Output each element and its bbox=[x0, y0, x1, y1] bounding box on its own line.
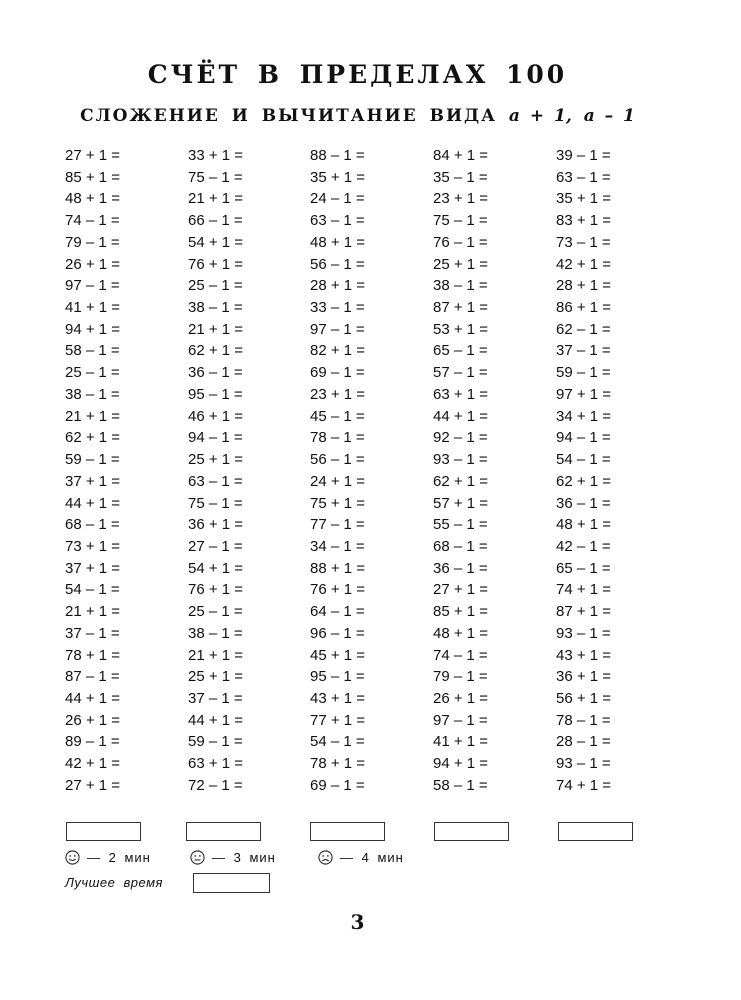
exercise-item: 63 – 1 = bbox=[310, 212, 365, 230]
exercise-item: 27 – 1 = bbox=[188, 537, 243, 555]
legend-text-3min: — 3 мин bbox=[212, 850, 276, 865]
exercise-item: 62 + 1 = bbox=[556, 472, 612, 490]
subtitle-formula-sub: a – 1 bbox=[583, 106, 635, 126]
exercise-item: 38 – 1 = bbox=[188, 299, 243, 317]
exercise-item: 56 + 1 = bbox=[556, 689, 612, 707]
exercise-item: 34 + 1 = bbox=[556, 407, 612, 425]
exercise-item: 94 + 1 = bbox=[65, 320, 121, 338]
exercise-item: 86 + 1 = bbox=[556, 299, 612, 317]
exercise-item: 74 – 1 = bbox=[65, 212, 120, 230]
exercise-item: 28 + 1 = bbox=[556, 277, 612, 295]
exercise-item: 88 + 1 = bbox=[310, 559, 366, 577]
exercise-item: 57 + 1 = bbox=[433, 494, 489, 512]
exercise-item: 53 + 1 = bbox=[433, 320, 489, 338]
exercise-item: 63 + 1 = bbox=[433, 385, 489, 403]
exercise-item: 44 + 1 = bbox=[65, 494, 121, 512]
exercise-item: 62 + 1 = bbox=[65, 429, 121, 447]
exercise-item: 94 – 1 = bbox=[556, 429, 611, 447]
exercise-item: 65 – 1 = bbox=[556, 559, 611, 577]
exercise-item: 89 – 1 = bbox=[65, 733, 120, 751]
exercise-item: 54 – 1 = bbox=[310, 733, 365, 751]
exercise-item: 95 – 1 = bbox=[188, 385, 243, 403]
best-time-box[interactable] bbox=[193, 873, 270, 893]
exercise-item: 26 + 1 = bbox=[65, 255, 121, 273]
exercise-column-1 bbox=[65, 145, 175, 797]
exercise-item: 36 + 1 = bbox=[188, 516, 244, 534]
exercise-item: 43 + 1 = bbox=[310, 689, 366, 707]
exercise-item: 74 + 1 = bbox=[556, 581, 612, 599]
exercise-column-4 bbox=[433, 145, 543, 797]
exercise-item: 85 + 1 = bbox=[65, 168, 121, 186]
exercise-item: 38 – 1 = bbox=[65, 385, 120, 403]
exercise-item: 75 + 1 = bbox=[310, 494, 366, 512]
legend-text-4min: — 4 мин bbox=[340, 850, 404, 865]
exercise-item: 33 + 1 = bbox=[188, 147, 244, 164]
exercise-item: 35 + 1 = bbox=[556, 190, 612, 208]
exercise-item: 77 – 1 = bbox=[310, 516, 365, 534]
exercise-item: 43 + 1 = bbox=[556, 646, 612, 664]
best-time-label: Лучшее время bbox=[65, 875, 163, 890]
exercise-item: 37 – 1 = bbox=[65, 624, 120, 642]
exercise-item: 26 + 1 = bbox=[433, 689, 489, 707]
exercise-item: 58 – 1 = bbox=[65, 342, 120, 360]
sad-face-icon bbox=[318, 850, 333, 865]
exercise-item: 42 – 1 = bbox=[556, 537, 611, 555]
time-box-4[interactable] bbox=[434, 822, 509, 841]
legend-text-2min: — 2 мин bbox=[87, 850, 151, 865]
exercise-item: 87 + 1 = bbox=[556, 603, 612, 621]
exercise-item: 37 + 1 = bbox=[65, 559, 121, 577]
time-box-5[interactable] bbox=[558, 822, 633, 841]
exercise-item: 75 – 1 = bbox=[433, 212, 488, 230]
exercise-item: 84 + 1 = bbox=[433, 147, 489, 164]
exercise-item: 76 + 1 = bbox=[310, 581, 366, 599]
exercise-item: 73 – 1 = bbox=[556, 233, 611, 251]
exercise-item: 73 + 1 = bbox=[65, 537, 121, 555]
exercise-item: 68 – 1 = bbox=[65, 516, 120, 534]
exercise-item: 26 + 1 = bbox=[65, 711, 121, 729]
legend-item-2min bbox=[65, 850, 151, 865]
legend-item-3min bbox=[190, 850, 276, 865]
exercise-item: 46 + 1 = bbox=[188, 407, 244, 425]
exercise-item: 48 + 1 = bbox=[310, 233, 366, 251]
exercise-item: 88 – 1 = bbox=[310, 147, 365, 164]
exercise-item: 96 – 1 = bbox=[310, 624, 365, 642]
exercise-item: 76 + 1 = bbox=[188, 255, 244, 273]
exercise-item: 69 – 1 = bbox=[310, 364, 365, 382]
exercise-item: 27 + 1 = bbox=[65, 776, 121, 794]
exercise-item: 66 – 1 = bbox=[188, 212, 243, 230]
exercise-item: 23 + 1 = bbox=[433, 190, 489, 208]
exercise-item: 63 – 1 = bbox=[188, 472, 243, 490]
exercise-item: 93 – 1 = bbox=[556, 624, 611, 642]
exercise-column-3 bbox=[310, 145, 420, 797]
exercise-item: 76 – 1 = bbox=[433, 233, 488, 251]
exercise-item: 63 + 1 = bbox=[188, 755, 244, 773]
exercise-item: 59 – 1 = bbox=[188, 733, 243, 751]
exercise-item: 79 – 1 = bbox=[433, 668, 488, 686]
exercise-item: 23 + 1 = bbox=[310, 385, 366, 403]
exercise-item: 83 + 1 = bbox=[556, 212, 612, 230]
exercise-item: 54 + 1 = bbox=[188, 559, 244, 577]
exercise-item: 25 + 1 = bbox=[433, 255, 489, 273]
exercise-column-5 bbox=[556, 145, 666, 797]
exercise-item: 41 + 1 = bbox=[433, 733, 489, 751]
exercise-item: 25 – 1 = bbox=[65, 364, 120, 382]
exercise-item: 64 – 1 = bbox=[310, 603, 365, 621]
exercise-item: 36 + 1 = bbox=[556, 668, 612, 686]
exercise-item: 44 + 1 = bbox=[188, 711, 244, 729]
exercise-item: 79 – 1 = bbox=[65, 233, 120, 251]
exercise-item: 36 – 1 = bbox=[188, 364, 243, 382]
exercise-column-2 bbox=[188, 145, 298, 797]
exercise-item: 75 – 1 = bbox=[188, 168, 243, 186]
exercise-item: 39 – 1 = bbox=[556, 147, 611, 164]
exercise-item: 59 – 1 = bbox=[65, 451, 120, 469]
exercise-item: 34 – 1 = bbox=[310, 537, 365, 555]
exercise-item: 21 + 1 = bbox=[65, 407, 121, 425]
exercise-item: 38 – 1 = bbox=[433, 277, 488, 295]
exercise-item: 74 + 1 = bbox=[556, 776, 612, 794]
exercise-item: 87 – 1 = bbox=[65, 668, 120, 686]
exercise-item: 37 + 1 = bbox=[65, 472, 121, 490]
exercise-item: 97 – 1 = bbox=[310, 320, 365, 338]
exercise-item: 63 – 1 = bbox=[556, 168, 611, 186]
exercise-item: 27 + 1 = bbox=[65, 147, 121, 164]
exercise-item: 97 + 1 = bbox=[556, 385, 612, 403]
exercise-item: 28 + 1 = bbox=[310, 277, 366, 295]
exercise-item: 48 + 1 = bbox=[556, 516, 612, 534]
exercise-item: 97 – 1 = bbox=[65, 277, 120, 295]
exercise-item: 25 – 1 = bbox=[188, 277, 243, 295]
page-title: СЧЁТ В ПРЕДЕЛАХ 100 bbox=[147, 60, 568, 89]
neutral-face-icon bbox=[190, 850, 205, 865]
exercise-item: 38 – 1 = bbox=[188, 624, 243, 642]
exercise-item: 24 + 1 = bbox=[310, 472, 366, 490]
exercise-item: 21 + 1 = bbox=[188, 190, 244, 208]
exercise-item: 25 – 1 = bbox=[188, 603, 243, 621]
exercise-item: 95 – 1 = bbox=[310, 668, 365, 686]
exercise-item: 68 – 1 = bbox=[433, 537, 488, 555]
exercise-item: 77 + 1 = bbox=[310, 711, 366, 729]
exercise-item: 82 + 1 = bbox=[310, 342, 366, 360]
exercise-item: 41 + 1 = bbox=[65, 299, 121, 317]
exercise-item: 93 – 1 = bbox=[556, 755, 611, 773]
exercise-item: 59 – 1 = bbox=[556, 364, 611, 382]
exercise-item: 78 – 1 = bbox=[556, 711, 611, 729]
exercise-item: 78 + 1 = bbox=[65, 646, 121, 664]
page-number: 3 bbox=[350, 910, 365, 934]
exercise-item: 58 – 1 = bbox=[433, 776, 488, 794]
exercise-item: 21 + 1 = bbox=[188, 320, 244, 338]
exercise-item: 85 + 1 = bbox=[433, 603, 489, 621]
exercise-item: 54 – 1 = bbox=[65, 581, 120, 599]
exercise-item: 78 – 1 = bbox=[310, 429, 365, 447]
exercise-item: 57 – 1 = bbox=[433, 364, 488, 382]
exercise-item: 55 – 1 = bbox=[433, 516, 488, 534]
exercise-item: 21 + 1 = bbox=[188, 646, 244, 664]
exercise-item: 28 – 1 = bbox=[556, 733, 611, 751]
exercise-item: 35 – 1 = bbox=[433, 168, 488, 186]
time-box-3[interactable] bbox=[310, 822, 385, 841]
exercise-item: 45 – 1 = bbox=[310, 407, 365, 425]
exercise-item: 24 – 1 = bbox=[310, 190, 365, 208]
exercise-item: 92 – 1 = bbox=[433, 429, 488, 447]
exercise-item: 54 + 1 = bbox=[188, 233, 244, 251]
exercise-item: 33 – 1 = bbox=[310, 299, 365, 317]
exercise-item: 36 – 1 = bbox=[433, 559, 488, 577]
exercise-item: 42 + 1 = bbox=[65, 755, 121, 773]
exercise-item: 44 + 1 = bbox=[433, 407, 489, 425]
exercise-item: 48 + 1 = bbox=[65, 190, 121, 208]
page-subtitle bbox=[0, 106, 715, 126]
exercise-item: 62 + 1 = bbox=[188, 342, 244, 360]
exercise-item: 76 + 1 = bbox=[188, 581, 244, 599]
exercise-item: 37 – 1 = bbox=[556, 342, 611, 360]
exercise-item: 94 + 1 = bbox=[433, 755, 489, 773]
exercise-item: 93 – 1 = bbox=[433, 451, 488, 469]
exercise-item: 56 – 1 = bbox=[310, 255, 365, 273]
exercise-item: 48 + 1 = bbox=[433, 624, 489, 642]
time-box-1[interactable] bbox=[66, 822, 141, 841]
exercise-item: 21 + 1 = bbox=[65, 603, 121, 621]
exercise-item: 25 + 1 = bbox=[188, 668, 244, 686]
legend-item-4min bbox=[318, 850, 404, 865]
time-box-2[interactable] bbox=[186, 822, 261, 841]
exercise-item: 44 + 1 = bbox=[65, 689, 121, 707]
exercise-item: 27 + 1 = bbox=[433, 581, 489, 599]
subtitle-formula-add: a + 1, bbox=[508, 106, 572, 126]
exercise-item: 42 + 1 = bbox=[556, 255, 612, 273]
exercise-item: 78 + 1 = bbox=[310, 755, 366, 773]
exercise-item: 75 – 1 = bbox=[188, 494, 243, 512]
exercise-columns bbox=[0, 145, 741, 800]
exercise-item: 45 + 1 = bbox=[310, 646, 366, 664]
exercise-item: 37 – 1 = bbox=[188, 689, 243, 707]
exercise-item: 54 – 1 = bbox=[556, 451, 611, 469]
exercise-item: 25 + 1 = bbox=[188, 451, 244, 469]
exercise-item: 94 – 1 = bbox=[188, 429, 243, 447]
exercise-item: 36 – 1 = bbox=[556, 494, 611, 512]
exercise-item: 87 + 1 = bbox=[433, 299, 489, 317]
exercise-item: 35 + 1 = bbox=[310, 168, 366, 186]
exercise-item: 56 – 1 = bbox=[310, 451, 365, 469]
smile-face-icon bbox=[65, 850, 80, 865]
exercise-item: 69 – 1 = bbox=[310, 776, 365, 794]
exercise-item: 65 – 1 = bbox=[433, 342, 488, 360]
exercise-item: 62 + 1 = bbox=[433, 472, 489, 490]
subtitle-text: СЛОЖЕНИЕ И ВЫЧИТАНИЕ ВИДА bbox=[80, 106, 497, 126]
exercise-item: 74 – 1 = bbox=[433, 646, 488, 664]
exercise-item: 62 – 1 = bbox=[556, 320, 611, 338]
exercise-item: 97 – 1 = bbox=[433, 711, 488, 729]
exercise-item: 72 – 1 = bbox=[188, 776, 243, 794]
